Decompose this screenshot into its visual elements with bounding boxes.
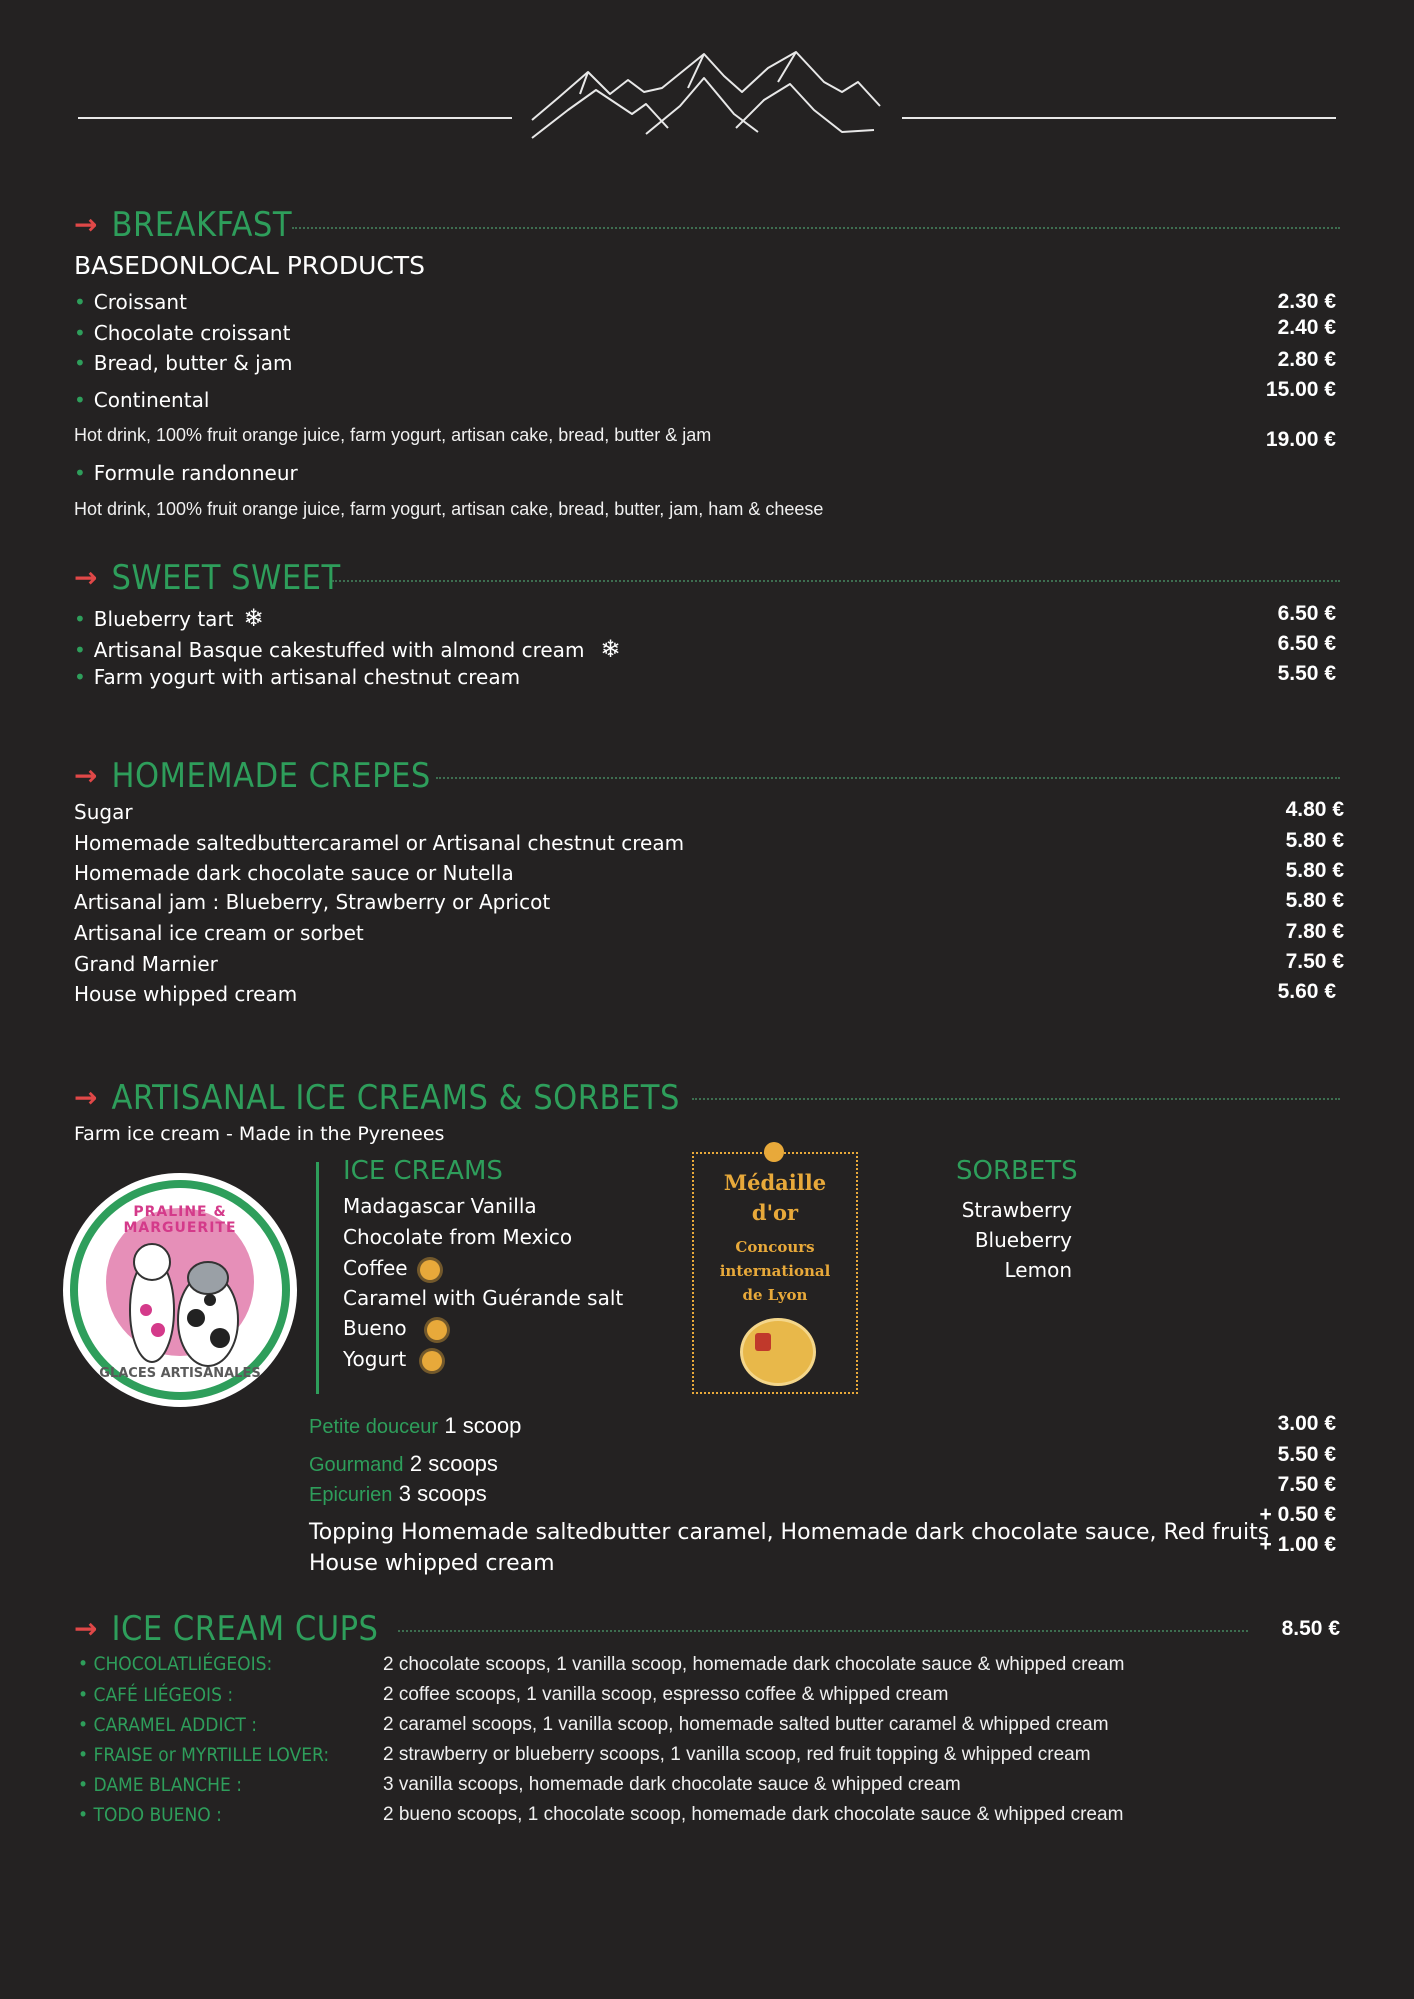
arrow-right-icon: → [74,1081,98,1114]
menu-item: • Blueberry tart ❄ [74,604,264,632]
item-description: Hot drink, 100% fruit orange juice, farm yogurt, artisan cake, bread, butter, jam, ham & cheese [74,499,824,519]
dotted-leader [692,1098,1340,1100]
portion-line: Epicurien 3 scoops [309,1481,487,1506]
dotted-leader [292,227,1340,229]
header-line-right [902,117,1336,119]
medal-line3: Concours [735,1238,815,1256]
mountains-icon [528,48,888,140]
flavor: Madagascar Vanilla [343,1194,537,1218]
cup-description: 2 caramel scoops, 1 vanilla scoop, homemade salted butter caramel & whipped cream [383,1714,1109,1735]
medal-badge-icon [427,1320,447,1340]
cup-name: • CHOCOLATLIÉGEOIS: [78,1653,273,1675]
arrow-right-icon: → [74,561,98,594]
topping-line: Topping Homemade saltedbutter caramel, Homemade dark chocolate sauce, Red fruits [309,1520,1270,1545]
sweet-title: SWEET SWEET [111,558,341,598]
arrow-right-icon: → [74,759,98,792]
medal-line2: d'or [751,1200,799,1225]
cup-name: • DAME BLANCHE : [78,1774,242,1796]
snowflake-icon: ❄ [600,635,621,663]
logo-text-bottom: GLACES ARTISANALES [99,1366,261,1381]
price: 7.50 € [1285,950,1344,973]
cup-name: • CARAMEL ADDICT : [78,1714,258,1736]
price: 2.30 € [1277,290,1336,313]
portion-line: Gourmand 2 scoops [309,1451,498,1476]
menu-item: • Croissant [74,290,187,314]
dotted-leader [332,580,1340,582]
medal-badge-icon [422,1351,442,1371]
flavor: Coffee [343,1256,440,1280]
price: 5.80 € [1285,829,1344,852]
cups-header [74,1609,378,1649]
cup-name: • CAFÉ LIÉGEOIS : [78,1684,234,1706]
price: 19.00 € [1265,428,1336,451]
medal-top-icon [764,1142,784,1162]
ice-creams-title: ICE CREAMS [343,1156,503,1186]
price: 6.50 € [1277,632,1336,655]
price: 8.50 € [1281,1617,1340,1640]
cup-description: 2 strawberry or blueberry scoops, 1 vanilla scoop, red fruit topping & whipped cream [383,1744,1091,1765]
price: 2.40 € [1277,316,1336,339]
price: 2.80 € [1277,348,1336,371]
medal-line1: Médaille [723,1170,827,1195]
price: 6.50 € [1277,602,1336,625]
icecream-title: ARTISANAL ICE CREAMS & SORBETS [111,1078,680,1118]
item-description: Hot drink, 100% fruit orange juice, farm yogurt, artisan cake, bread, butter & jam [74,425,712,445]
dotted-leader [436,777,1340,779]
dotted-leader [398,1630,1248,1632]
ice-divider [316,1162,319,1394]
arrow-right-icon: → [74,1612,98,1645]
menu-item: • Bread, butter & jam [74,351,293,375]
price: + 1.00 € [1259,1533,1336,1556]
menu-item: House whipped cream [74,982,298,1006]
portion-line: Petite douceur 1 scoop [309,1413,522,1438]
icecream-header [74,1078,680,1118]
crepes-header [74,756,431,796]
price: 5.80 € [1285,859,1344,882]
arrow-right-icon: → [74,208,98,241]
menu-item: • Chocolate croissant [74,321,291,345]
menu-item: • Farm yogurt with artisanal chestnut cream [74,665,521,689]
flavor: Yogurt [343,1347,442,1371]
sweet-header [74,558,341,598]
cup-description: 2 bueno scoops, 1 chocolate scoop, homemade dark chocolate sauce & whipped cream [383,1804,1124,1825]
cup-description: 3 vanilla scoops, homemade dark chocolate sauce & whipped cream [383,1774,961,1795]
flavor: Chocolate from Mexico [343,1225,573,1249]
price: 5.50 € [1277,662,1336,685]
menu-item: Grand Marnier [74,952,218,976]
medal-line5: de Lyon [742,1286,808,1304]
flavor: Caramel with Guérande salt [343,1286,624,1310]
menu-item: • Continental [74,388,210,412]
sorbet-flavor: Blueberry [974,1228,1072,1252]
icecream-subtitle: Farm ice cream - Made in the Pyrenees [74,1123,445,1145]
menu-item: • Formule randonneur [74,461,298,485]
sorbet-flavor: Lemon [1004,1258,1072,1282]
price: 5.60 € [1277,980,1336,1003]
crepes-title: HOMEMADE CREPES [111,756,431,796]
price: 7.50 € [1277,1473,1336,1496]
cup-name: • FRAISE or MYRTILLE LOVER: [78,1744,330,1766]
price: 5.80 € [1285,889,1344,912]
price: 7.80 € [1285,920,1344,943]
price: 5.50 € [1277,1443,1336,1466]
menu-item: Sugar [74,800,133,824]
header-line-left [78,117,512,119]
breakfast-subtitle: BASEDONLOCAL PRODUCTS [74,251,425,280]
gold-medal-icon [740,1318,816,1386]
price: 3.00 € [1277,1412,1336,1435]
medal-badge-icon [420,1260,440,1280]
breakfast-header [74,205,292,245]
menu-item: Homemade dark chocolate sauce or Nutella [74,861,514,885]
cup-description: 2 coffee scoops, 1 vanilla scoop, espresso coffee & whipped cream [383,1684,949,1705]
menu-item: Homemade saltedbuttercaramel or Artisanal chestnut cream [74,831,685,855]
logo-text-top: PRALINE & MARGUERITE [123,1204,237,1236]
price: 4.80 € [1285,798,1344,821]
price: 15.00 € [1265,378,1336,401]
sorbet-flavor: Strawberry [961,1198,1072,1222]
praline-marguerite-logo [60,1170,300,1410]
medal-box [692,1152,858,1394]
cup-name: • TODO BUENO : [78,1804,222,1826]
flavor: Bueno [343,1316,447,1340]
cup-description: 2 chocolate scoops, 1 vanilla scoop, homemade dark chocolate sauce & whipped cream [383,1654,1125,1675]
cups-title: ICE CREAM CUPS [111,1609,379,1649]
menu-item: Artisanal jam : Blueberry, Strawberry or Apricot [74,890,551,914]
breakfast-title: BREAKFAST [111,205,292,245]
sorbets-title: SORBETS [956,1156,1078,1186]
medal-line4: international [719,1262,831,1280]
menu-item: Artisanal ice cream or sorbet [74,921,364,945]
price: + 0.50 € [1259,1503,1336,1526]
topping-line: House whipped cream [309,1551,555,1576]
snowflake-icon: ❄ [243,604,264,632]
menu-item: • Artisanal Basque cakestuffed with almond cream ❄ [74,635,621,663]
